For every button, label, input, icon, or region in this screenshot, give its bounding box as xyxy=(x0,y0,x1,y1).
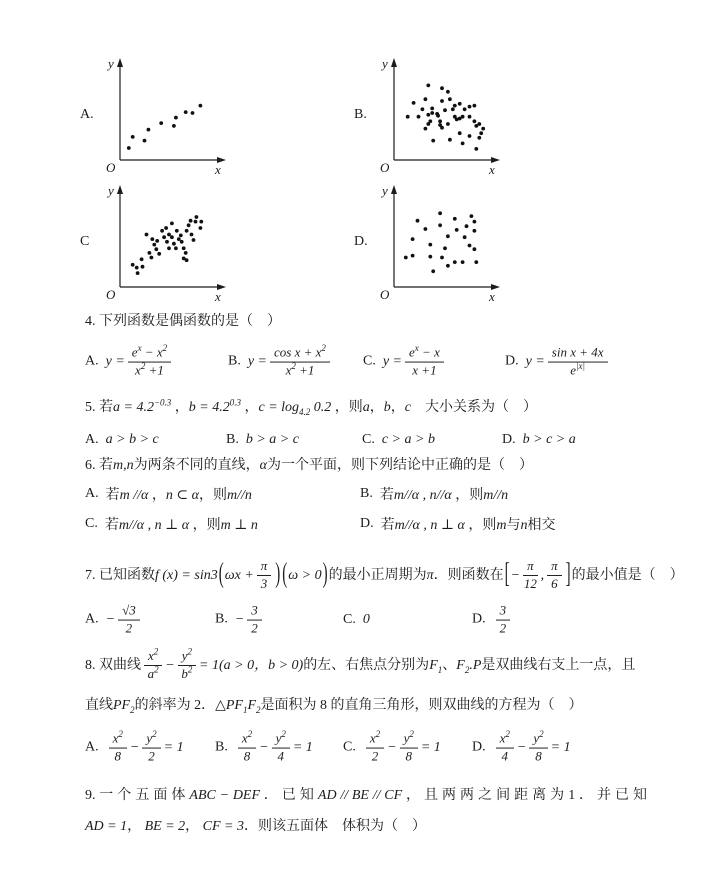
q8-option-a xyxy=(85,729,184,765)
y-axis-label: y xyxy=(108,183,114,198)
option-formula: y = $\frac{\cos x + x^2}{x^2 +1}$ xyxy=(248,346,333,379)
option-label: B. xyxy=(215,740,228,755)
x-axis-label: x xyxy=(215,289,221,302)
option-label: B. xyxy=(215,612,228,627)
option-label: A. xyxy=(85,612,99,627)
question-9-stem: 9. 一 个 五 面 体 ABC − DEF ． 已 知 AD // BE // CF ， 且 两 两 之 间 距 离 为 1 ． 并 已 知 AD = 1， BE = 2， CF = 3．则该五面体 体积为（ ） xyxy=(85,788,648,834)
option-label: C. xyxy=(363,354,376,369)
x-axis-label: x xyxy=(215,162,221,175)
y-axis-label: y xyxy=(382,56,388,71)
x-axis-label: x xyxy=(489,162,495,175)
scatter-plot-c-figure xyxy=(104,182,232,302)
option-formula: 若m//α , n ⊥ α ，则m与n相交 xyxy=(380,518,556,533)
origin-label: O xyxy=(106,160,116,175)
q4-option-a xyxy=(85,343,174,379)
option-label: D. xyxy=(472,740,486,755)
option-label: C. xyxy=(343,612,356,627)
q5-option-c xyxy=(362,432,435,448)
option-formula: 若m //α ，n ⊂ α，则m//n xyxy=(105,488,252,503)
option-formula: − $\frac{√3}{2}$ xyxy=(106,604,143,637)
y-axis-label: y xyxy=(108,56,114,71)
option-formula: y = $\frac{e^x - x^2}{x^2 +1}$ xyxy=(106,346,175,379)
option-label: B. xyxy=(228,354,241,369)
plot-label-a: A. xyxy=(80,107,94,122)
y-axis-label: y xyxy=(382,183,388,198)
y-axis-arrow xyxy=(117,185,123,194)
q6-option-c xyxy=(85,514,258,534)
q6-option-d xyxy=(360,514,556,534)
option-formula: $\frac{x^2}{2}$ − $\frac{y^2}{8}$ = 1 xyxy=(363,732,441,765)
option-label: D. xyxy=(502,432,516,447)
question-6-stem: 6. 若m,n为两条不同的直线，α为一个平面，则下列结论中正确的是（ ） xyxy=(85,458,533,473)
origin-label: O xyxy=(106,287,116,302)
origin-label: O xyxy=(380,160,390,175)
option-formula: b > c > a xyxy=(522,432,576,447)
scatter-points xyxy=(127,104,202,150)
y-axis-arrow xyxy=(391,185,397,194)
option-formula: y = $\frac{\text{sin x + 4x}}{e^{|x|}}$ xyxy=(526,346,611,379)
question-7-stem: 7. 已知函数f (x) = sin3(ωx + $\frac{\pi}{3}$ ) (ω > 0)的最小正周期为π．则函数在[− $\frac{\pi}{12}$ , $\frac{\pi}{6}$ ]的最小值是（ ） xyxy=(85,558,684,592)
y-axis-arrow xyxy=(117,58,123,67)
q8-option-c xyxy=(343,729,441,765)
option-formula: b > a > c xyxy=(245,432,299,447)
option-formula: − $\frac{3}{2}$ xyxy=(235,604,265,637)
plot-label-c: C xyxy=(80,234,90,249)
scatter-plot-d-figure xyxy=(378,182,506,302)
scatter-option-b xyxy=(354,55,506,175)
option-formula: $\frac{x^2}{8}$ − $\frac{y^2}{2}$ = 1 xyxy=(106,732,184,765)
q4-option-c xyxy=(363,343,447,379)
option-label: C. xyxy=(362,432,375,447)
option-label: D. xyxy=(360,516,374,531)
option-label: D. xyxy=(505,354,519,369)
option-label: A. xyxy=(85,740,99,755)
question-5-stem: 5. 若$a = 4.2^{-0.3}$ ，$b = 4.2^{0.3}$ ，$c = \log_{4.2} 0.2$ ，则a，b，c 大小关系为（ ） xyxy=(85,397,538,417)
option-label: D. xyxy=(472,612,486,627)
q5-option-d xyxy=(502,432,576,448)
q7-option-d xyxy=(472,604,513,637)
q7-option-b xyxy=(215,604,265,637)
q4-option-b xyxy=(228,343,333,379)
option-formula: $\frac{x^2}{8}$ − $\frac{y^2}{4}$ = 1 xyxy=(235,732,313,765)
scatter-points xyxy=(406,84,485,151)
q6-option-a xyxy=(85,484,252,504)
option-label: C. xyxy=(85,516,98,531)
y-axis-arrow xyxy=(391,58,397,67)
scatter-option-a xyxy=(80,55,232,175)
option-label: A. xyxy=(85,486,99,501)
q5-option-b xyxy=(226,432,299,448)
option-label: A. xyxy=(85,432,99,447)
question-4-stem: 4. 下列函数是偶函数的是（ ） xyxy=(85,314,281,329)
scatter-plot-a-figure xyxy=(104,55,232,175)
q6-option-b xyxy=(360,484,508,504)
option-label: C. xyxy=(343,740,356,755)
scatter-points xyxy=(404,211,478,273)
q7-option-a xyxy=(85,604,143,637)
plot-label-b: B. xyxy=(354,107,367,122)
option-formula: c > a > b xyxy=(381,432,435,447)
q8-option-b xyxy=(215,729,313,765)
scatter-option-d xyxy=(354,182,506,302)
q7-option-c xyxy=(343,612,370,628)
option-formula: 若m//α , n ⊥ α ，则m ⊥ n xyxy=(104,518,258,533)
option-formula: 0 xyxy=(362,612,370,627)
option-label: B. xyxy=(226,432,239,447)
plot-label-d: D. xyxy=(354,234,368,249)
option-formula: $\frac{3}{2}$ xyxy=(493,604,514,637)
scatter-plot-b-figure xyxy=(378,55,506,175)
option-formula: 若m//α , n//α ，则m//n xyxy=(379,488,509,503)
origin-label: O xyxy=(380,287,390,302)
q8-option-d xyxy=(472,729,571,765)
x-axis-label: x xyxy=(489,289,495,302)
q4-option-d xyxy=(505,346,611,379)
option-formula: a > b > c xyxy=(105,432,159,447)
question-8-stem: 8. 双曲线 $\frac{x^2}{a^2}$ − $\frac{y^2}{b^2}$ = 1(a > 0，b > 0)的左、右焦点分别为$F_1$、$F_2.P$是双曲线右支上一点，且直线$PF_2$的斜率为 2．$\triangle PF_1F_2$是面积为 8 的直角三角形，则双曲线的方程为（ ） xyxy=(85,647,636,715)
scatter-option-c xyxy=(80,182,232,302)
scatter-points xyxy=(131,215,203,275)
option-formula: $\frac{x^2}{4}$ − $\frac{y^2}{8}$ = 1 xyxy=(493,732,571,765)
option-formula: y = $\frac{e^x - x}{x +1}$ xyxy=(383,346,447,379)
option-label: B. xyxy=(360,486,373,501)
q5-option-a xyxy=(85,432,159,448)
option-label: A. xyxy=(85,354,99,369)
